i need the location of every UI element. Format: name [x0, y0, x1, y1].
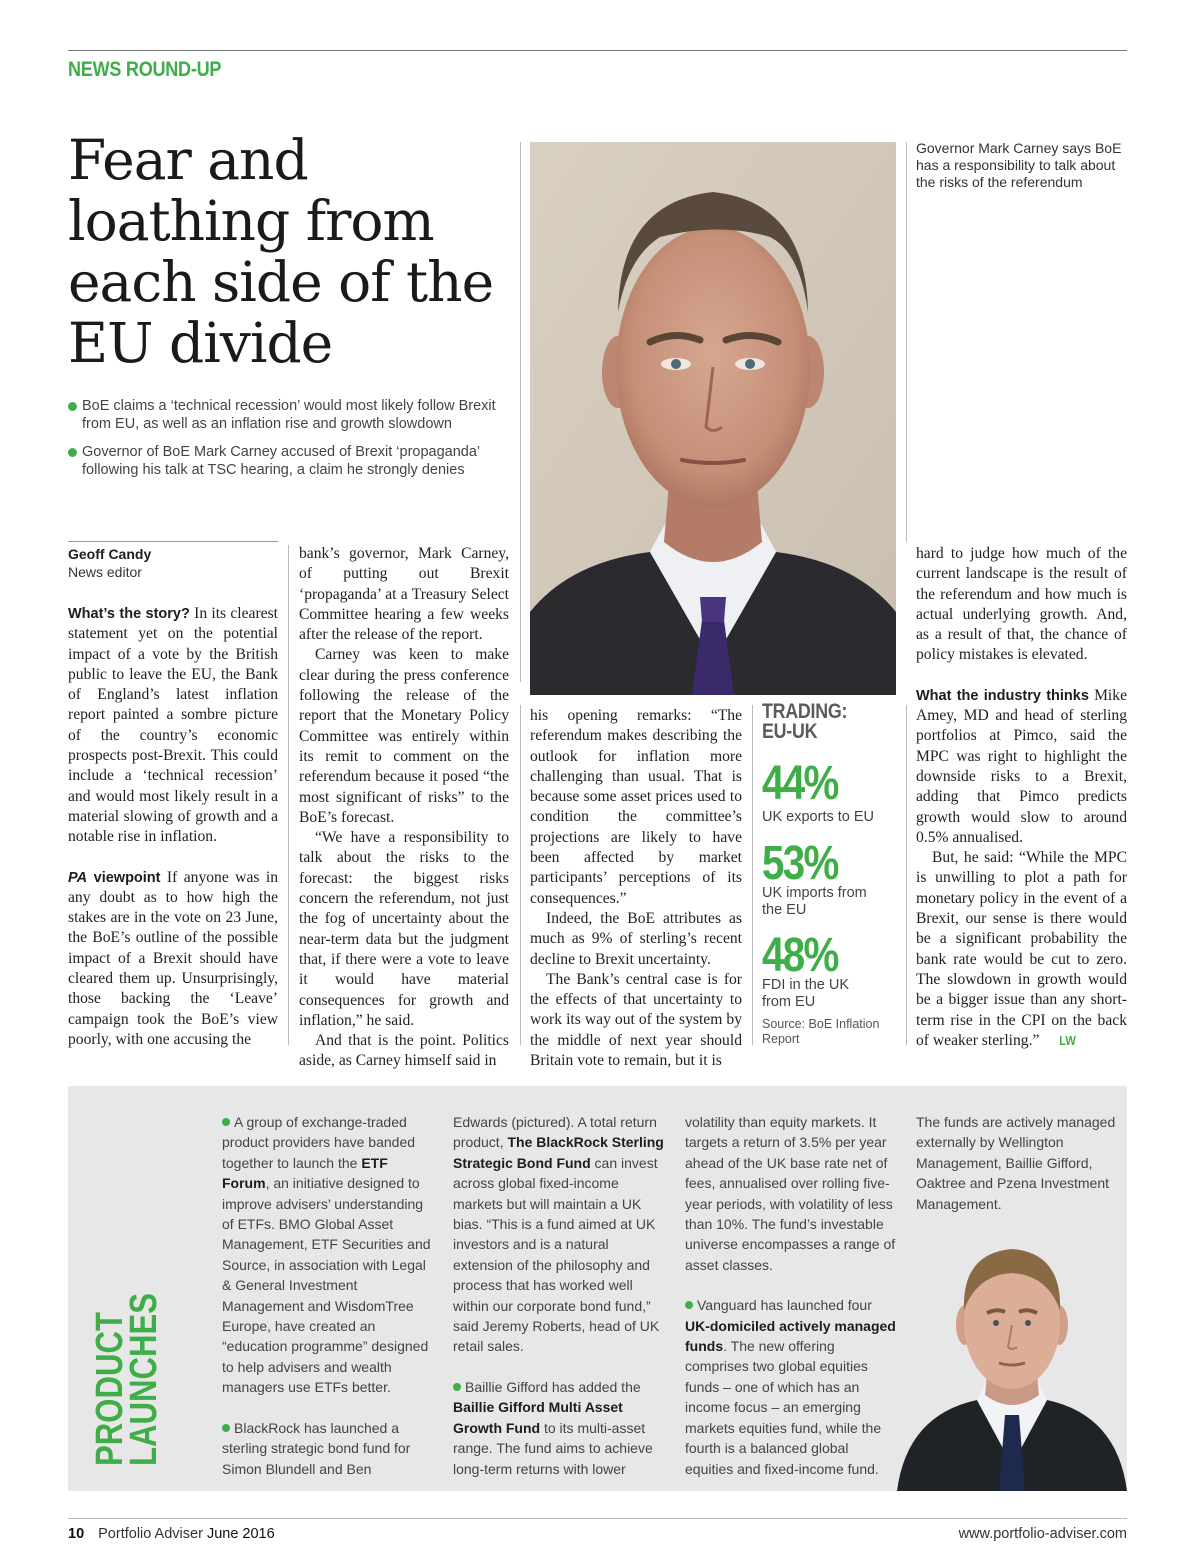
launch-item: The funds are actively managed externally by Wellington Management, Baillie Gifford, Oaktree and Pzena Investment Management. — [916, 1114, 1116, 1212]
paragraph: bank’s governor, Mark Carney, of putting out Brexit ‘propaganda’ at a Treasury Select Committee hearing a few weeks after the release of the report. — [299, 545, 509, 644]
paragraph: Carney was keen to make clear during the press conference following the release of the report that the Monetary Policy Committee was entirely within its remit to comment on the referendum because it posed “the most significant of risks” to the BoE’s forecast. — [299, 646, 509, 826]
launch-item: Edwards (pictured). A total return product, The BlackRock Sterling Strategic Bond Fund can invest across global fixed-income markets but will maintain a UK bias. “This is a fund aimed at UK investors and is a natural extension of the philosophy and process that has worked well within our corporate bond fund,” said Jeremy Roberts, head of UK retail sales. — [453, 1114, 664, 1355]
article-column-2 — [299, 544, 509, 1072]
headline: Fear and loathing from each side of the EU divide — [68, 128, 494, 375]
bullet-dot-icon — [222, 1424, 230, 1432]
byline-role: News editor — [68, 564, 142, 580]
footer-folio — [68, 1526, 275, 1542]
author-tag: LW — [1059, 1032, 1077, 1048]
label-line-2: LAUNCHES — [123, 1292, 165, 1466]
section-label: NEWS ROUND-UP — [68, 58, 222, 81]
column-divider — [752, 705, 753, 1045]
paragraph: The Bank’s central case is for the effects of that uncertainty to work its way out of the system by the middle of next year should Britain vote to remain, but it is — [530, 970, 742, 1070]
paragraph: PA viewpoint If anyone was in any doubt as to how high the stakes are in the vote on 23 June, the BoE’s outline of the possible impact of a Brexit should have cleared them up. Unsurprisingly, those backing the ‘Leave’ campaign took the BoE’s view poorly, with one accusing the — [68, 868, 278, 1048]
stat-label: UK exports to EU — [762, 809, 875, 825]
paragraph: Indeed, the BoE attributes as much as 9% of sterling’s recent decline to Brexit uncertainty. — [530, 909, 742, 968]
carney-portrait-photo — [530, 142, 896, 695]
bullet-dot-icon — [68, 402, 77, 411]
portrait-illustration — [530, 142, 896, 695]
paragraph: What’s the story? In its clearest statement yet on the potential impact of a vote by the British public to leave the EU, the Bank of England’s latest inflation report painted a sombre picture of the country’s economic prospects post-Brexit. This could include a ‘technical recession’ and would most likely result in a material slowing of growth and a notable rise in inflation. — [68, 605, 278, 846]
launches-column-1 — [222, 1112, 434, 1499]
launch-item: Baillie Gifford has added the Baillie Gifford Multi Asset Growth Fund to its multi-asset range. The fund aims to achieve long-term returns with lower — [453, 1378, 653, 1477]
page-number: 10 — [68, 1526, 85, 1542]
byline-name: Geoff Candy — [68, 546, 152, 562]
paragraph: his opening remarks: “The referendum makes describing the outlook for inflation more challenging than usual. That is because some asset prices used to condition the committee’s projections are likely to have been affected by market participants’ perceptions of its consequences.” — [530, 707, 742, 907]
lead-in: What’s the story? — [68, 606, 190, 622]
stat-item — [762, 837, 872, 919]
portrait-illustration — [897, 1215, 1127, 1491]
column-divider — [520, 705, 521, 1045]
stats-heading: TRADING: EU-UK — [762, 700, 848, 743]
top-rule — [68, 50, 1127, 51]
article-column-1 — [68, 604, 278, 1050]
paragraph: But, he said: “While the MPC is unwilling to plot a path for monetary policy in the event of a Brexit, our sense is there would be a significant probability the bank rate would be cut to zero. The slowdown in growth would be a bigger issue than any short-term rise in the CPI on the back of weaker sterling.” LW — [916, 848, 1127, 1051]
paragraph: What the industry thinks Mike Amey, MD and head of sterling portfolios at Pimco, said the MPC was right to highlight the downside risks to a Brexit, adding that Pimco predicts growth would slow to around 0.5% annualised. — [916, 686, 1127, 846]
stats-source: Source: BoE Inflation Report — [762, 1017, 880, 1046]
stat-value: 48% — [762, 929, 838, 982]
standfirst-item: BoE claims a ‘technical recession’ would most likely follow Brexit from EU, as well as an inflation rise and growth slowdown — [68, 397, 518, 433]
stat-item — [762, 929, 872, 1011]
issue-date: June 2016 — [206, 1526, 275, 1542]
column-divider — [906, 705, 907, 1045]
launches-column-2 — [453, 1112, 665, 1499]
publication-name: Portfolio Adviser — [98, 1526, 203, 1542]
product-launches-label — [70, 1272, 165, 1466]
paragraph: “We have a responsibility to talk about the risks to the forecast: the biggest risks concern the referendum, not just the fog of uncertainty about the near-term data but the judgment that, if there were a vote to leave it would have material consequences for growth and inflation,” he said. — [299, 829, 509, 1029]
byline-rule — [68, 541, 278, 542]
launch-item: A group of exchange-traded product providers have banded together to launch the ETF Forum, an initiative designed to improve advisers’ understanding of ETFs. BMO Global Asset Management, ETF Securities and Source, in association with Legal & General Investment Management and WisdomTree Europe, have created an “education programme” designed to help advisers and wealth managers use ETFs better. — [222, 1114, 431, 1396]
bullet-dot-icon — [222, 1118, 230, 1126]
standfirst-item: Governor of BoE Mark Carney accused of Brexit ‘propaganda’ following his talk at TSC hearing, a claim he strongly denies — [68, 443, 518, 479]
column-divider — [288, 545, 289, 1045]
article-column-4 — [916, 544, 1127, 1051]
bullet-dot-icon — [68, 448, 77, 457]
paragraph: And that is the point. Politics aside, as Carney himself said in — [299, 1032, 509, 1070]
bullet-dot-icon — [685, 1301, 693, 1309]
rotated-label-svg — [70, 1272, 165, 1472]
stat-item — [762, 757, 900, 826]
article-column-3 — [530, 706, 742, 1071]
launch-item: Vanguard has launched four UK-domiciled actively managed funds. The new offering comprises two global equities funds – one of which has an income focus – an emerging markets equities fund, while the fourth is a balanced global equities and fixed-income fund. — [685, 1297, 896, 1477]
stat-value: 53% — [762, 837, 838, 890]
launch-item: BlackRock has launched a sterling strategic bond fund for Simon Blundell and Ben — [222, 1419, 411, 1477]
stat-value: 44% — [762, 757, 838, 810]
paragraph: hard to judge how much of the current landscape is the result of the referendum and how much is actual underlying growth. And, as a result of that, the chance of policy mistakes is elevated. — [916, 545, 1127, 664]
lead-in: What the industry thinks — [916, 687, 1089, 704]
stat-label: FDI in the UK from EU — [762, 977, 850, 1010]
edwards-portrait-photo — [897, 1215, 1127, 1491]
photo-caption: Governor Mark Carney says BoE has a responsibility to talk about the risks of the referendum — [916, 140, 1122, 190]
bullet-dot-icon — [453, 1383, 461, 1391]
lead-in: PA viewpoint — [68, 869, 161, 886]
label-line-1: PRODUCT — [89, 1311, 131, 1466]
footer-rule — [68, 1518, 1127, 1519]
launches-column-3 — [685, 1112, 897, 1499]
stat-label: UK imports from the EU — [762, 885, 867, 918]
column-divider — [520, 142, 521, 682]
footer-url[interactable]: www.portfolio-adviser.com — [958, 1526, 1127, 1542]
launch-item: volatility than equity markets. It targets a return of 3.5% per year ahead of the UK base rate net of fees, annualised over rolling five-year periods, with volatility of less than 10%. The fund’s investable universe encompasses a range of asset classes. — [685, 1114, 896, 1273]
column-divider — [906, 142, 907, 542]
standfirst-list — [68, 397, 518, 489]
